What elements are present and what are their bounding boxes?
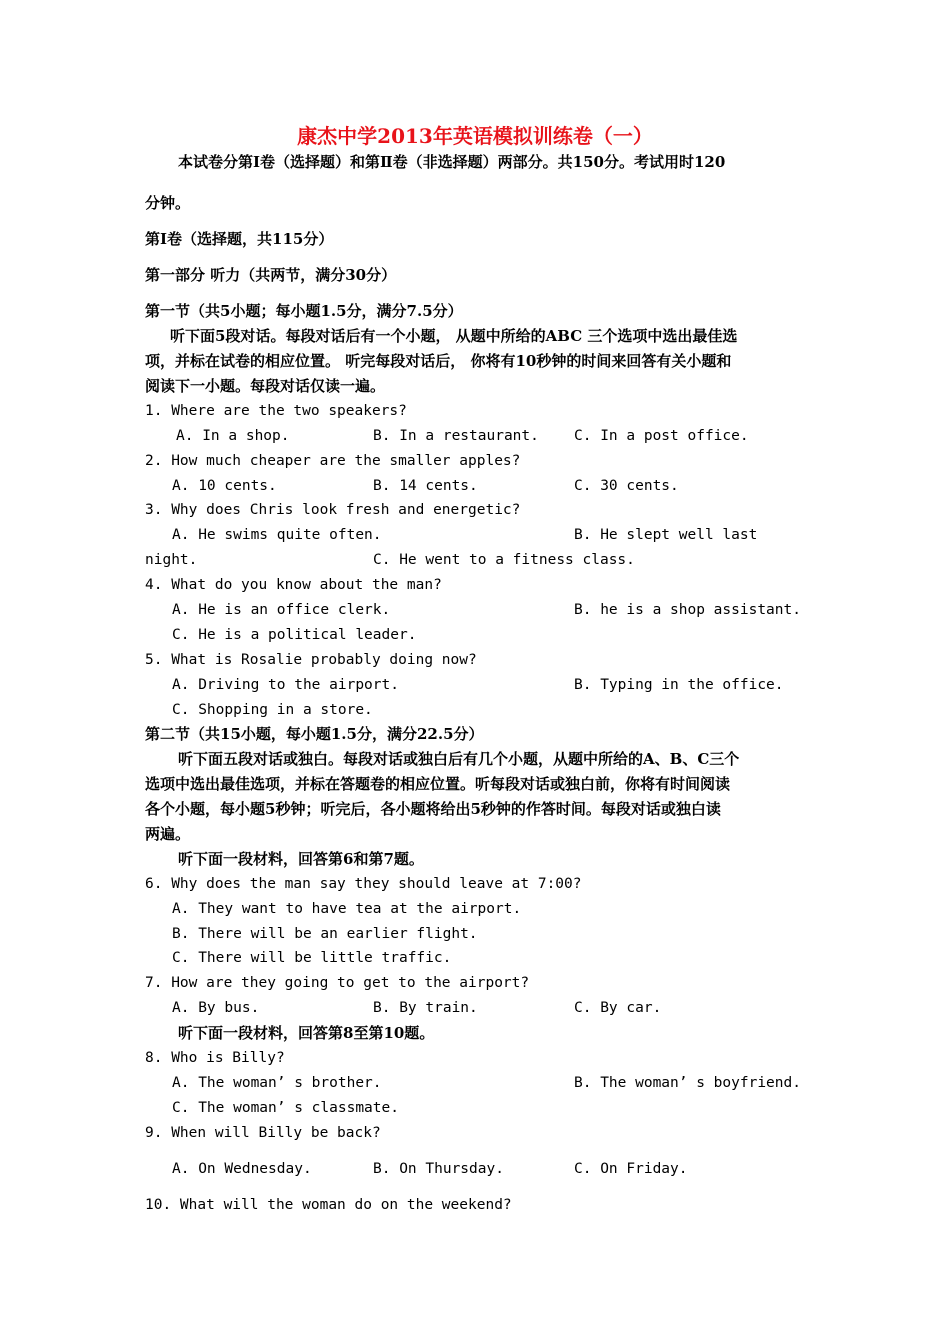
question-5-stem: 5. What is Rosalie probably doing now? [145,652,477,668]
question-2-option-a: A. 10 cents. [172,478,277,494]
question-1-option-b: B. In a restaurant. [373,428,539,444]
question-3-option-a: A. He swims quite often. [172,527,382,543]
section1-instr-2: 项，并标在试卷的相应位置。 听完每段对话后， 你将有10秒钟的时间来回答有关小题和 [145,352,732,370]
section1-heading: 第一节（共5小题；每小题1.5分，满分7.5分） [145,302,463,320]
question-4-stem: 4. What do you know about the man? [145,577,442,593]
question-5-option-a: A. Driving to the airport. [172,677,399,693]
question-2-option-b: B. 14 cents. [373,478,478,494]
question-1-stem: 1. Where are the two speakers? [145,403,407,419]
question-6-option-c: C. There will be little traffic. [172,950,452,966]
material-1-note: 听下面一段材料，回答第6和第7题。 [178,850,424,868]
question-2-option-c: C. 30 cents. [574,478,679,494]
section2-instr-4: 两遍。 [145,825,191,843]
question-9-option-c: C. On Friday. [574,1161,688,1177]
section1-instr-3: 阅读下一小题。每段对话仅读一遍。 [145,377,386,395]
section2-instr-2: 选项中选出最佳选项，并标在答题卷的相应位置。听每段对话或独白前，你将有时间阅读 [145,775,731,793]
question-9-option-b: B. On Thursday. [373,1161,504,1177]
question-8-option-c: C. The woman’ s classmate. [172,1100,399,1116]
question-8-stem: 8. Who is Billy? [145,1050,285,1066]
question-8-option-b: B. The woman’ s boyfriend. [574,1075,801,1091]
part-heading: 第一部分 听力（共两节，满分30分） [145,266,397,284]
section2-heading: 第二节（共15小题，每小题1.5分，满分22.5分） [145,725,484,743]
question-7-option-c: C. By car. [574,1000,662,1016]
question-5-option-c: C. Shopping in a store. [172,702,373,718]
question-1-option-a: A. In a shop. [176,428,290,444]
section2-instr-3: 各个小题，每小题5秒钟；听完后，各小题将给出5秒钟的作答时间。每段对话或独白读 [145,800,721,818]
question-4-option-c: C. He is a political leader. [172,627,417,643]
question-6-stem: 6. Why does the man say they should leave at 7:00? [145,876,582,892]
question-9-stem: 9. When will Billy be back? [145,1125,381,1141]
question-4-option-b: B. he is a shop assistant. [574,602,801,618]
question-3-option-b: B. He slept well last [574,527,758,543]
question-8-option-a: A. The woman’ s brother. [172,1075,382,1091]
question-10-stem: 10. What will the woman do on the weekend? [145,1197,512,1213]
question-6-option-b: B. There will be an earlier flight. [172,926,478,942]
volume-heading: 第Ⅰ卷（选择题，共115分） [145,230,334,248]
section2-instr-1: 听下面五段对话或独白。每段对话或独白后有几个小题，从题中所给的A、B、C三个 [178,750,740,768]
question-6-option-a: A. They want to have tea at the airport. [172,901,522,917]
question-2-stem: 2. How much cheaper are the smaller apples? [145,453,521,469]
question-7-option-a: A. By bus. [172,1000,260,1016]
section1-instr-1: 听下面5段对话。每段对话后有一个小题， 从题中所给的ABC 三个选项中选出最佳选 [170,327,738,345]
question-4-option-a: A. He is an office clerk. [172,602,391,618]
question-5-option-b: B. Typing in the office. [574,677,784,693]
question-7-stem: 7. How are they going to get to the airport? [145,975,530,991]
question-3-option-b-cont: night. [145,552,198,568]
question-1-option-c: C. In a post office. [574,428,749,444]
question-3-stem: 3. Why does Chris look fresh and energetic? [145,502,521,518]
question-7-option-b: B. By train. [373,1000,478,1016]
question-3-option-c: C. He went to a fitness class. [373,552,635,568]
exam-title: 康杰中学2013年英语模拟训练卷（一） [297,124,653,148]
intro-line-1: 本试卷分第Ⅰ卷（选择题）和第Ⅱ卷（非选择题）两部分。共150分。考试用时120 [178,153,726,171]
question-9-option-a: A. On Wednesday. [172,1161,312,1177]
material-2-note: 听下面一段材料，回答第8至第10题。 [178,1024,435,1042]
intro-line-2: 分钟。 [145,194,191,212]
